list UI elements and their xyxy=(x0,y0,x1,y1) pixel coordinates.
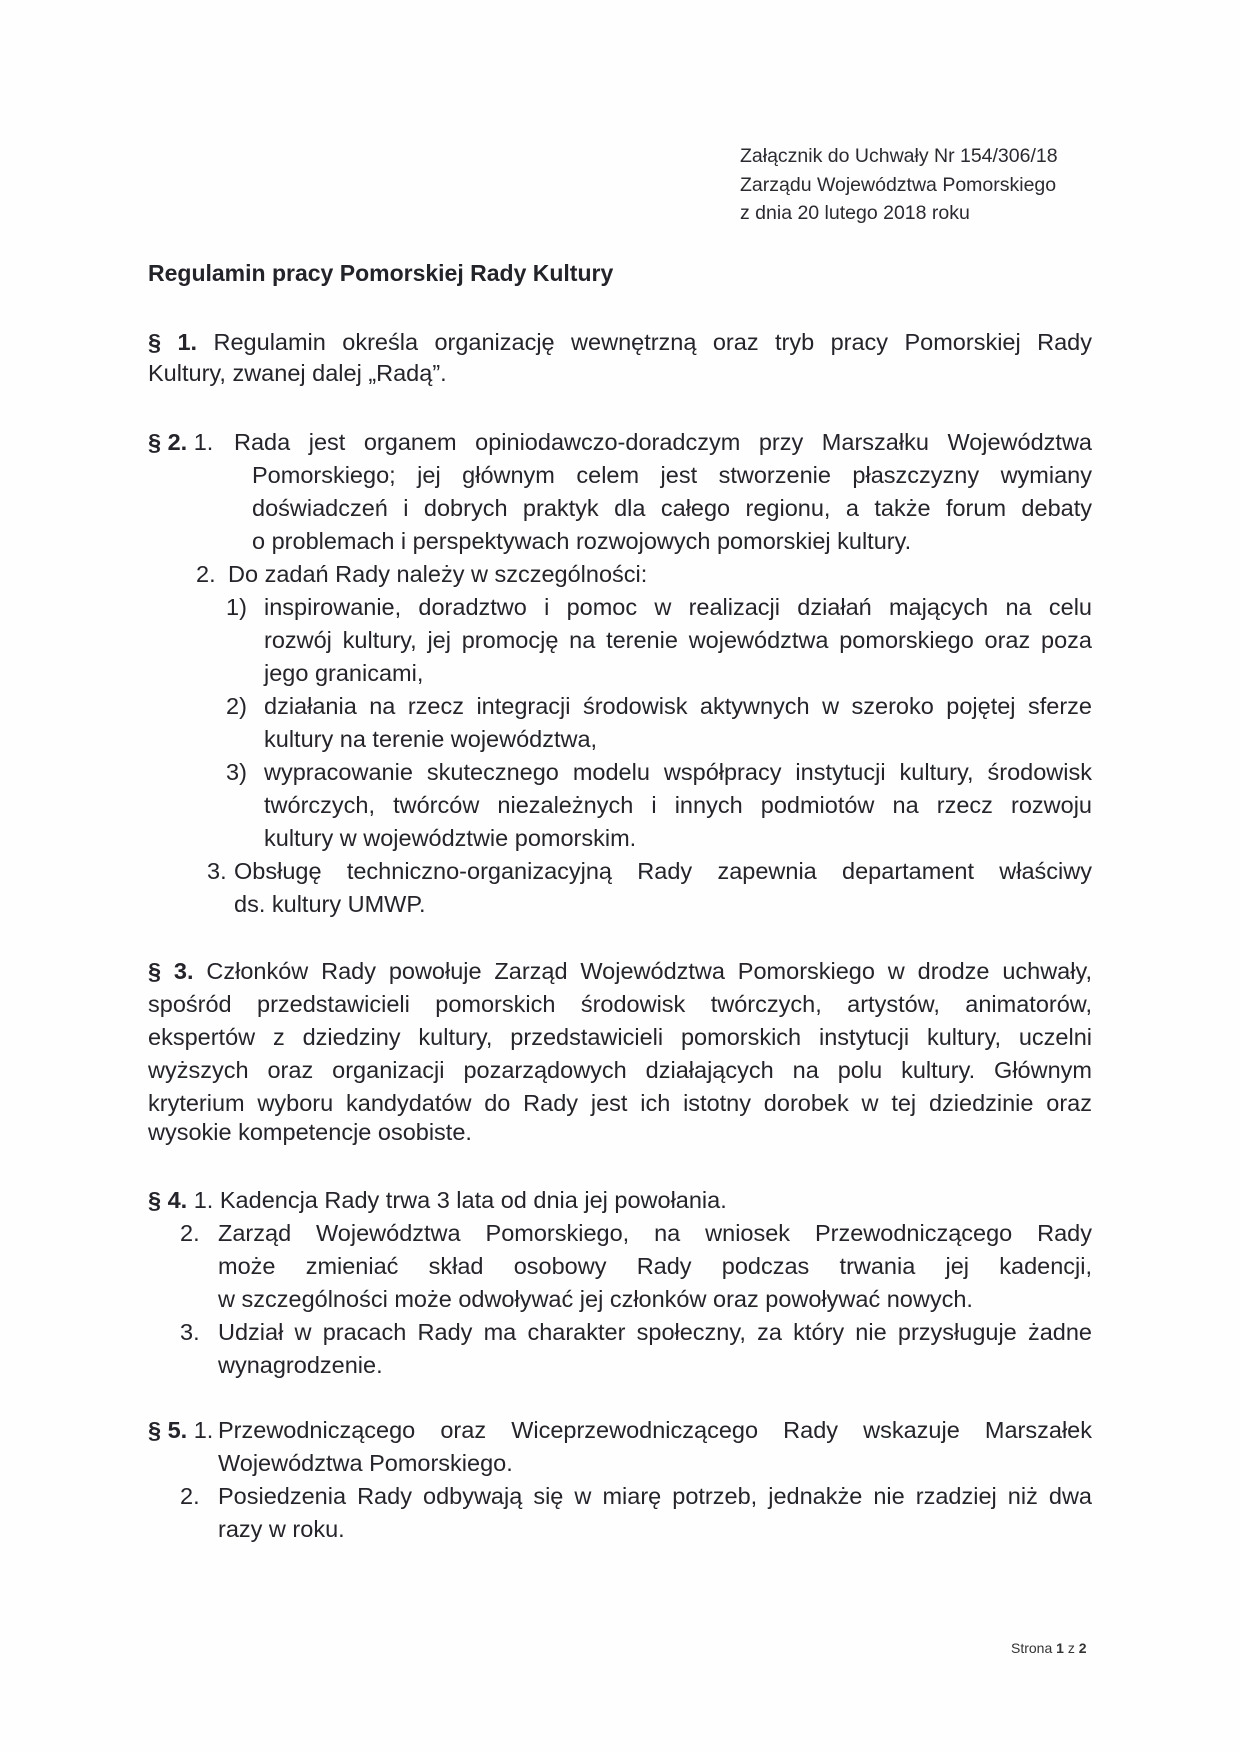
paragraph-number: 3. xyxy=(207,858,227,884)
paragraph-line: o problemach i perspektywach rozwojowych pomorskiej kultury. xyxy=(252,528,912,554)
paragraph-line: może zmieniać skład osobowy Rady podczas trwania jej kadencji, xyxy=(218,1253,1092,1279)
paragraph-line: Obsługę techniczno-organizacyjną Rady zapewnia departament właściwy xyxy=(234,858,1092,884)
header-line-board: Zarządu Województwa Pomorskiego xyxy=(740,174,1057,196)
list-item-line: rozwój kultury, jej promocję na terenie województwa pomorskiego oraz poza xyxy=(264,627,1092,653)
list-item-line: kultury w województwie pomorskim. xyxy=(264,825,637,851)
section-1-line: § 1. Regulamin określa organizację wewnętrzną oraz tryb pracy Pomorskiej Rady xyxy=(148,329,1092,355)
header-line-resolution: Załącznik do Uchwały Nr 154/306/18 xyxy=(740,145,1058,167)
section-mark: § 2. 1. xyxy=(148,429,214,455)
list-item-line: wypracowanie skutecznego modelu współpracy instytucji kultury, środowisk xyxy=(264,759,1092,785)
section-3-line: kryterium wyboru kandydatów do Rady jest ich istotny dorobek w tej dziedzinie oraz xyxy=(148,1090,1092,1116)
paragraph-line: wynagrodzenie. xyxy=(218,1352,383,1378)
section-4-line: § 4. 1. Kadencja Rady trwa 3 lata od dnia jej powołania. xyxy=(148,1187,727,1213)
paragraph-line: razy w roku. xyxy=(218,1516,345,1542)
section-mark: § 4. xyxy=(148,1187,188,1213)
header-line-date: z dnia 20 lutego 2018 roku xyxy=(740,202,970,224)
document-title: Regulamin pracy Pomorskiej Rady Kultury xyxy=(148,260,614,286)
section-1-line: Kultury, zwanej dalej „Radą”. xyxy=(148,360,447,386)
list-item-number: 2) xyxy=(226,693,247,719)
paragraph-line: Województwa Pomorskiego. xyxy=(218,1450,513,1476)
list-item-line: inspirowanie, doradztwo i pomoc w realizacji działań mających na celu xyxy=(264,594,1092,620)
section-3-line: ekspertów z dziedziny kultury, przedstawicieli pomorskich instytucji kultury, uczelni xyxy=(148,1024,1092,1050)
paragraph-line: ds. kultury UMWP. xyxy=(234,891,426,917)
section-3-line: wysokie kompetencje osobiste. xyxy=(148,1119,472,1145)
paragraph-line: Pomorskiego; jej głównym celem jest stworzenie płaszczyzny wymiany xyxy=(252,462,1092,488)
paragraph-line: Zarząd Województwa Pomorskiego, na wniosek Przewodniczącego Rady xyxy=(218,1220,1092,1246)
paragraph-line: Rada jest organem opiniodawczo-doradczym przy Marszałku Województwa xyxy=(234,429,1092,455)
paragraph-number: 3. xyxy=(180,1319,200,1345)
section-3-line: wyższych oraz organizacji pozarządowych działających na polu kultury. Głównym xyxy=(148,1057,1092,1083)
list-item-line: jego granicami, xyxy=(264,660,424,686)
paragraph-number: 2. xyxy=(196,561,216,587)
paragraph-line: Posiedzenia Rady odbywają się w miarę potrzeb, jednakże nie rzadziej niż dwa xyxy=(218,1483,1092,1509)
paragraph-line: Udział w pracach Rady ma charakter społeczny, za który nie przysługuje żadne xyxy=(218,1319,1092,1345)
section-mark: § 1. xyxy=(148,329,198,355)
list-item-line: twórczych, twórców niezależnych i innych podmiotów na rzecz rozwoju xyxy=(264,792,1092,818)
list-item-number: 3) xyxy=(226,759,247,785)
section-3-line: § 3. Członków Rady powołuje Zarząd Województwa Pomorskiego w drodze uchwały, xyxy=(148,958,1092,984)
list-item-line: kultury na terenie województwa, xyxy=(264,726,598,752)
paragraph-line: Do zadań Rady należy w szczególności: xyxy=(228,561,648,587)
paragraph-number: 2. xyxy=(180,1220,200,1246)
section-mark: § 3. xyxy=(148,958,194,984)
paragraph-line: Przewodniczącego oraz Wiceprzewodniczącego Rady wskazuje Marszałek xyxy=(218,1417,1092,1443)
page-number-footer: Strona 1 z 2 xyxy=(1011,1640,1087,1656)
paragraph-line: w szczególności może odwoływać jej członków oraz powoływać nowych. xyxy=(218,1286,973,1312)
section-3-line: spośród przedstawicieli pomorskich środowisk twórczych, artystów, animatorów, xyxy=(148,991,1092,1017)
list-item-line: działania na rzecz integracji środowisk aktywnych w szeroko pojętej sferze xyxy=(264,693,1092,719)
paragraph-line: doświadczeń i dobrych praktyk dla całego regionu, a także forum debaty xyxy=(252,495,1092,521)
paragraph-number: 2. xyxy=(180,1483,200,1509)
list-item-number: 1) xyxy=(226,594,247,620)
section-mark: § 5. 1. xyxy=(148,1417,214,1443)
